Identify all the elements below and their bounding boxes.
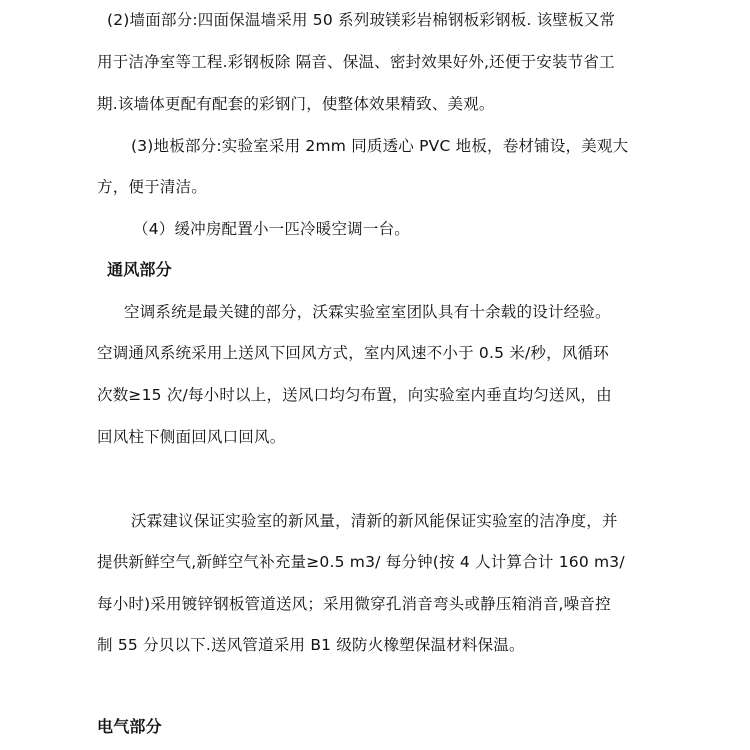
floor-paragraph-line-2: 方，便于清洁。 [97, 178, 207, 196]
wall-paragraph-line-1: (2)墙面部分:四面保温墙采用 50 系列玻镁彩岩棉钢板彩钢板. 该壁板又常 [107, 11, 616, 29]
wall-paragraph-line-3: 期.该墙体更配有配套的彩钢门，使整体效果精致、美观。 [97, 95, 495, 113]
ventilation-heading: 通风部分 [107, 260, 172, 279]
ventilation-paragraph-line-3: 次数≥15 次/每小时以上，送风口均匀布置，向实验室内垂直均匀送风，由 [97, 386, 612, 404]
ventilation-paragraph-line-1: 空调系统是最关键的部分，沃霖实验室室团队具有十余载的设计经验。 [124, 303, 611, 321]
ventilation-paragraph-line-4: 回风柱下侧面回风口回风。 [97, 428, 286, 446]
fresh-air-paragraph-line-4: 制 55 分贝以下.送风管道采用 B1 级防火橡塑保温材料保温。 [97, 636, 525, 654]
buffer-room-paragraph: （4）缓冲房配置小一匹冷暖空调一台。 [133, 220, 410, 238]
fresh-air-paragraph-line-3: 每小时)采用镀锌钢板管道送风；采用微穿孔消音弯头或静压箱消音,噪音控 [97, 595, 611, 613]
ventilation-paragraph-line-2: 空调通风系统采用上送风下回风方式，室内风速不小于 0.5 米/秒，风循环 [97, 344, 609, 362]
fresh-air-paragraph-line-2: 提供新鲜空气,新鲜空气补充量≥0.5 m3/ 每分钟(按 4 人计算合计 160 m3/ [97, 553, 625, 571]
electrical-heading: 电气部分 [97, 717, 162, 736]
fresh-air-paragraph-line-1: 沃霖建议保证实验室的新风量，清新的新风能保证实验室的洁净度，并 [131, 512, 618, 530]
floor-paragraph-line-1: (3)地板部分:实验室采用 2mm 同质透心 PVC 地板，卷材铺设，美观大 [131, 137, 629, 155]
wall-paragraph-line-2: 用于洁净室等工程.彩钢板除 隔音、保温、密封效果好外,还便于安装节省工 [97, 53, 615, 71]
